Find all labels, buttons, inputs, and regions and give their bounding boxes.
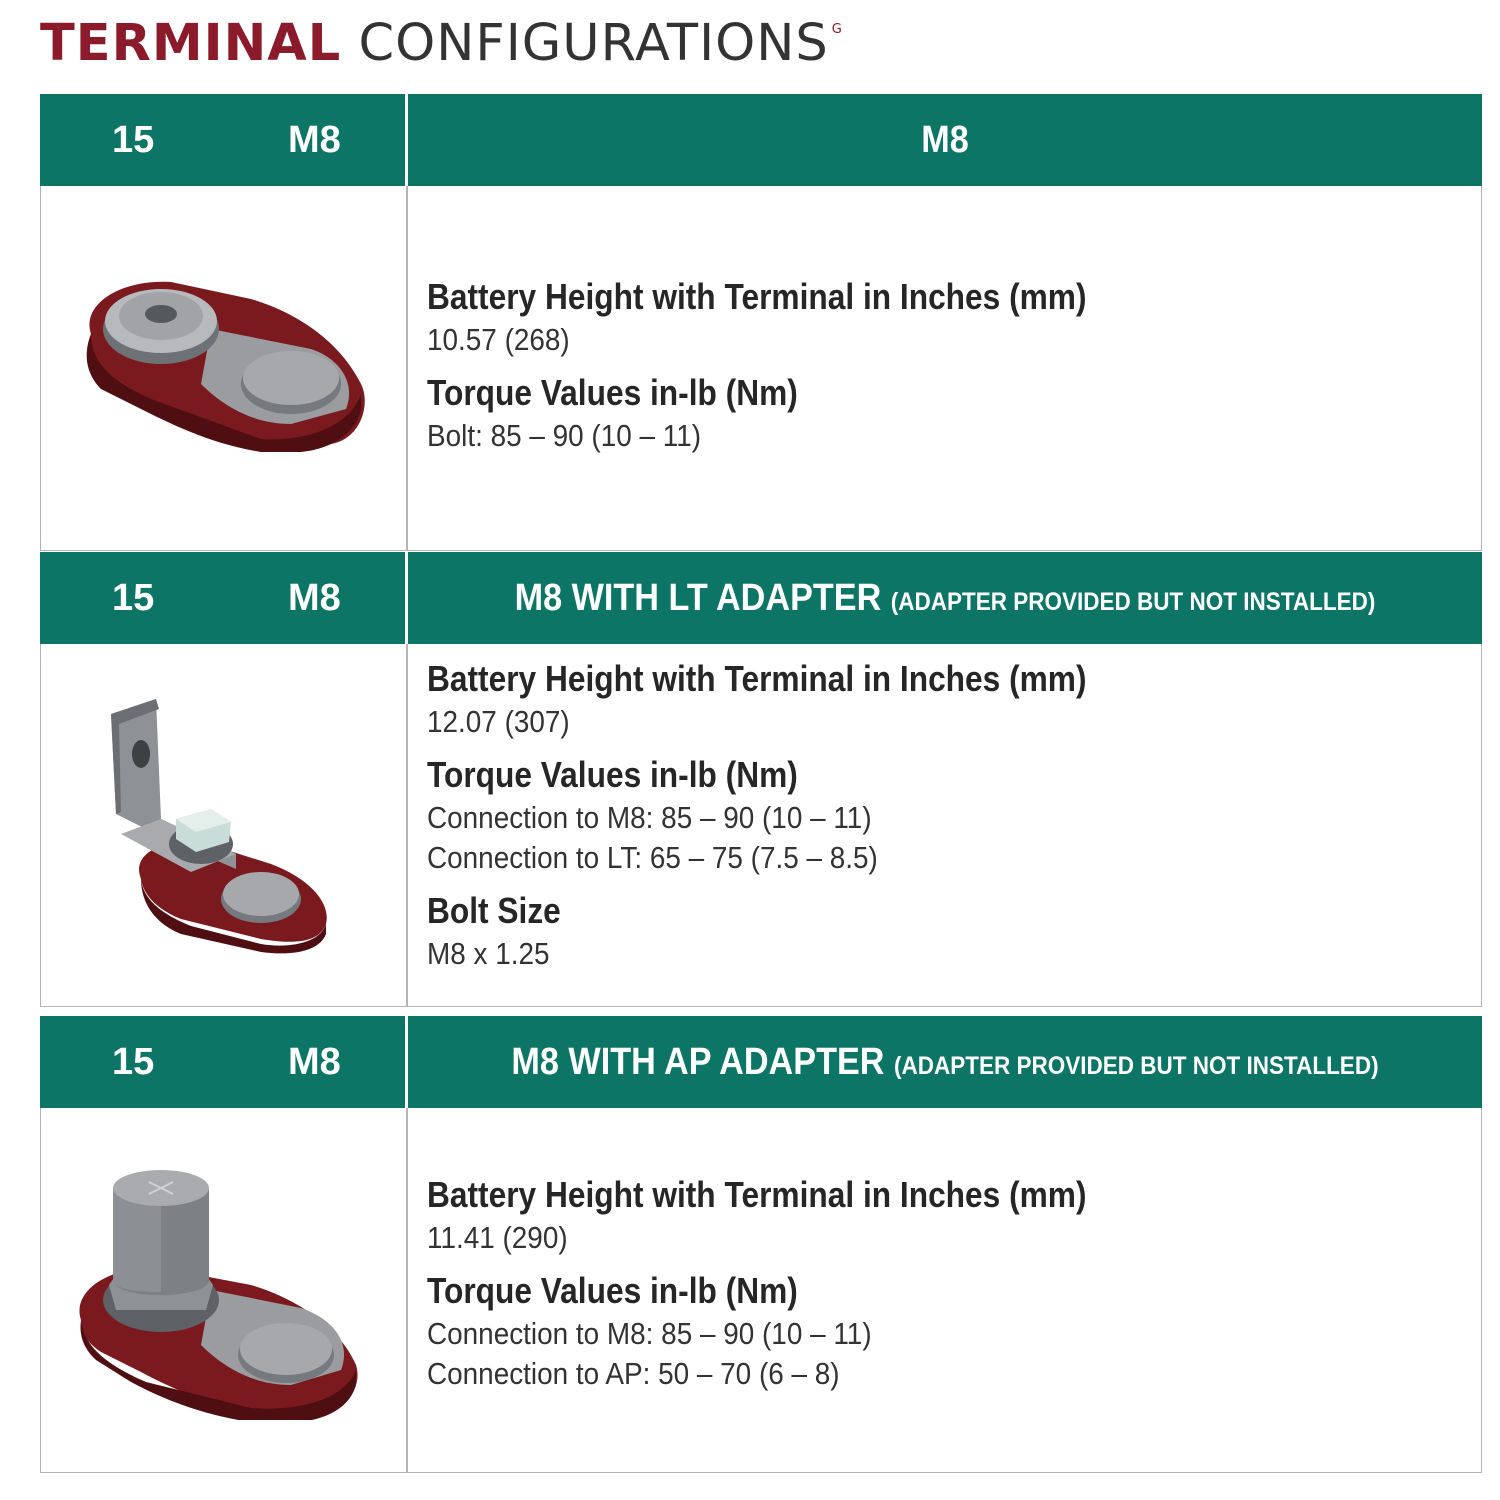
spec-value: Connection to M8: 85 – 90 (10 – 11) xyxy=(427,1316,872,1351)
section-body xyxy=(40,186,1482,551)
header-size: M8 xyxy=(288,119,341,161)
header-divider xyxy=(405,94,408,186)
config-note: (ADAPTER PROVIDED BUT NOT INSTALLED) xyxy=(893,1052,1379,1080)
spec-label: Battery Height with Terminal in Inches (mm) xyxy=(427,658,1087,699)
config-name: M8 WITH AP ADAPTER xyxy=(511,1041,885,1083)
header-number: 15 xyxy=(112,577,155,619)
spec-value: Connection to AP: 50 – 70 (6 – 8) xyxy=(427,1356,840,1391)
spec-label: Battery Height with Terminal in Inches (mm) xyxy=(427,1174,1087,1215)
header-config-name xyxy=(462,1016,1429,1112)
spec-label: Torque Values in-lb (Nm) xyxy=(427,1270,798,1311)
config-note: (ADAPTER PROVIDED BUT NOT INSTALLED) xyxy=(890,588,1376,616)
header-size: M8 xyxy=(288,577,341,619)
spec-label: Battery Height with Terminal in Inches (mm) xyxy=(427,276,1087,317)
column-divider xyxy=(406,1108,408,1472)
terminal-lt-adapter-icon xyxy=(61,694,381,954)
header-config-name xyxy=(462,94,1429,186)
config-name: M8 WITH LT ADAPTER xyxy=(514,577,882,619)
header-divider xyxy=(405,552,408,644)
spec-value: M8 x 1.25 xyxy=(427,936,550,971)
config-name: M8 xyxy=(921,119,969,161)
terminal-m8-icon xyxy=(61,274,381,474)
title-part2: CONFIGURATIONS xyxy=(358,14,829,73)
spec-label: Torque Values in-lb (Nm) xyxy=(427,372,798,413)
spec-value: Connection to M8: 85 – 90 (10 – 11) xyxy=(427,800,872,835)
spec-label: Bolt Size xyxy=(427,890,561,931)
header-size: M8 xyxy=(288,1041,341,1083)
spec-block xyxy=(427,1174,1176,1392)
column-divider xyxy=(406,186,408,550)
title-part1: TERMINAL xyxy=(40,14,342,73)
section-header xyxy=(40,94,1482,186)
spec-block xyxy=(427,658,1176,972)
spec-value: 10.57 (268) xyxy=(427,322,570,357)
spec-label: Torque Values in-lb (Nm) xyxy=(427,754,798,795)
column-divider xyxy=(406,644,408,1006)
header-number: 15 xyxy=(112,119,155,161)
spec-block xyxy=(427,276,1176,454)
spec-value: 12.07 (307) xyxy=(427,704,570,739)
spec-value: Bolt: 85 – 90 (10 – 11) xyxy=(427,418,702,453)
page-title xyxy=(40,14,843,73)
section-header xyxy=(40,552,1482,644)
spec-value: 11.41 (290) xyxy=(427,1220,568,1255)
terminal-ap-adapter-icon xyxy=(61,1160,381,1420)
header-number: 15 xyxy=(112,1041,155,1083)
section-header xyxy=(40,1016,1482,1108)
title-mark: G xyxy=(831,22,843,37)
section-body xyxy=(40,644,1482,1007)
header-config-name xyxy=(462,552,1429,648)
header-divider xyxy=(405,1016,408,1108)
section-body xyxy=(40,1108,1482,1473)
spec-value: Connection to LT: 65 – 75 (7.5 – 8.5) xyxy=(427,840,878,875)
